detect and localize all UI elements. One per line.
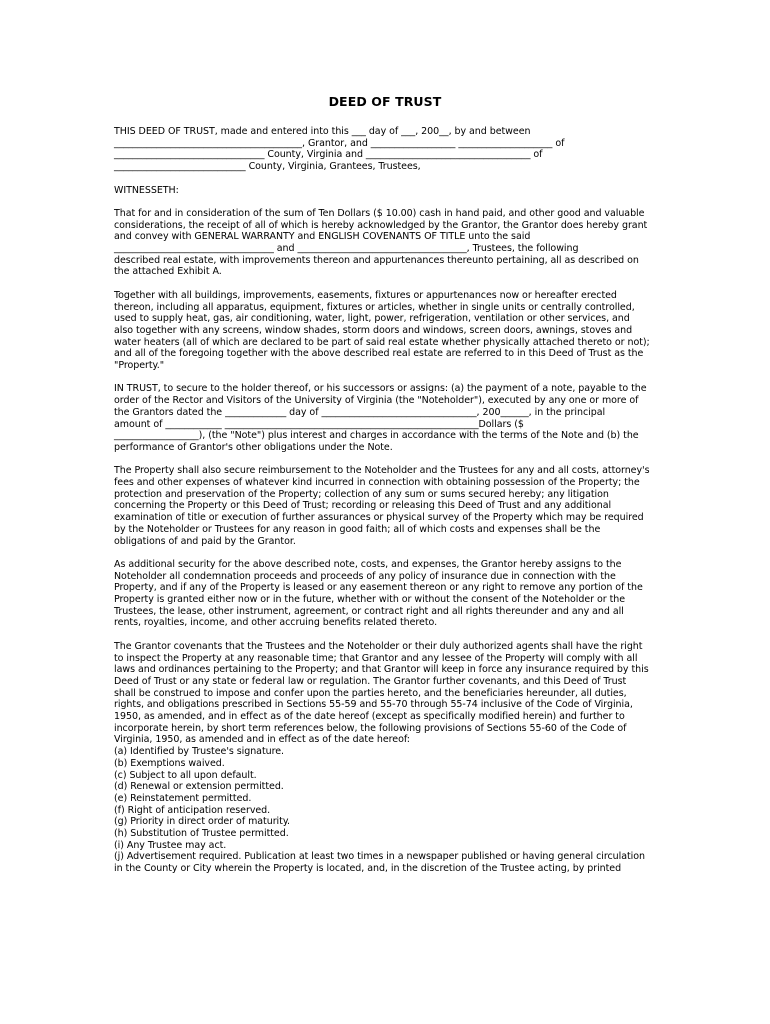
text-line: rents, royalties, income, and other accruing benefits related thereto. bbox=[114, 617, 438, 629]
paragraph-in-trust bbox=[114, 383, 662, 453]
text-line: laws and ordinances pertaining to the Property; and that Grantor will keep in force any insurance required by this bbox=[114, 664, 649, 676]
text-line: protection and preservation of the Property; collection of any sum or sums secured hereby; any litigation bbox=[114, 488, 609, 500]
text-line: thereon, including all apparatus, equipment, fixtures or articles, whether in single units or centrally controlled, bbox=[114, 301, 635, 313]
paragraph-parties bbox=[114, 126, 662, 173]
text-line: __________________________________ and ____________________________________, Trustees, the following bbox=[114, 243, 579, 254]
paragraph-covenants bbox=[114, 641, 662, 875]
document-body bbox=[114, 126, 662, 875]
text-line: The Grantor covenants that the Trustees and the Noteholder or their duly authorized agents shall have the right bbox=[114, 640, 643, 652]
paragraph-witnesseth bbox=[114, 185, 662, 197]
text-line: and convey with GENERAL WARRANTY and ENGLISH COVENANTS OF TITLE unto the said bbox=[114, 231, 531, 243]
text-line: incorporate herein, by short term references below, the following provisions of Sections 55-60 of the Code of bbox=[114, 722, 627, 734]
text-line: shall be construed to impose and confer upon the parties hereto, and the beneficiaries hereunder, all duties, bbox=[114, 687, 627, 699]
text-line: Noteholder all condemnation proceeds and proceeds of any policy of insurance due in connection with the bbox=[114, 570, 616, 582]
list-item: (b) Exemptions waived. bbox=[114, 757, 225, 769]
list-item: (a) Identified by Trustee's signature. bbox=[114, 746, 285, 758]
list-item: (f) Right of anticipation reserved. bbox=[114, 804, 271, 816]
text-line: concerning the Property or this Deed of Trust; recording or releasing this Deed of Trust and any additional bbox=[114, 500, 612, 512]
text-line: the attached Exhibit A. bbox=[114, 266, 222, 278]
text-line: the Grantors dated the _____________ day of _________________________________, 200______, in the principal bbox=[114, 406, 606, 418]
text-line: WITNESSETH: bbox=[114, 184, 179, 196]
text-line: Property is granted either now or in the future, whether with or without the consent of the Noteholder or the bbox=[114, 594, 626, 606]
paragraph-improvements bbox=[114, 290, 662, 372]
text-line: and all of the foregoing together with the above described real estate are referred to in this Deed of Trust as the bbox=[114, 348, 644, 360]
text-line: to inspect the Property at any reasonable time; that Grantor and any lessee of the Property will comply with all bbox=[114, 652, 638, 664]
text-line: used to supply heat, gas, air conditioning, water, light, power, refrigeration, ventilation or other services, and bbox=[114, 313, 630, 325]
text-line: Virginia, 1950, as amended and in effect as of the date hereof: bbox=[114, 734, 410, 746]
paragraph-additional-security bbox=[114, 559, 662, 629]
paragraph-reimbursement bbox=[114, 465, 662, 547]
text-line: ________________________________________, Grantor, and __________________ ____________________ of bbox=[114, 137, 565, 149]
text-line: That for and in consideration of the sum of Ten Dollars ($ 10.00) cash in hand paid, and other good and valuable bbox=[114, 207, 645, 219]
text-line: order of the Rector and Visitors of the University of Virginia (the "Noteholder"), executed by any one or more of bbox=[114, 395, 639, 407]
list-item: (j) Advertisement required. Publication at least two times in a newspaper published or having general circulation bbox=[114, 851, 645, 863]
paragraph-consideration bbox=[114, 208, 662, 278]
text-line: As additional security for the above described note, costs, and expenses, the Grantor hereby assigns to the bbox=[114, 558, 622, 570]
list-item: (i) Any Trustee may act. bbox=[114, 839, 227, 851]
text-line: water heaters (all of which are declared to be part of said real estate whether physically attached thereto or not); bbox=[114, 336, 650, 348]
text-line: fees and other expenses of whatever kind incurred in connection with obtaining possession of the Property; the bbox=[114, 477, 640, 489]
text-line: also together with any screens, window shades, storm doors and windows, screen doors, awnings, stoves and bbox=[114, 324, 633, 336]
text-line: examination of title or execution of further assurances or physical survey of the Property which may be required bbox=[114, 512, 644, 524]
text-line: THIS DEED OF TRUST, made and entered into this ___ day of ___, 200__, by and between bbox=[114, 126, 531, 137]
text-line: considerations, the receipt of all of which is hereby acknowledged by the Grantor, the Grantor does hereby grant bbox=[114, 219, 648, 231]
text-line: Deed of Trust or any state or federal law or regulation. The Grantor further covenants, and this Deed of Trust bbox=[114, 675, 627, 687]
list-item: (e) Reinstatement permitted. bbox=[114, 792, 252, 804]
text-line: Together with all buildings, improvements, easements, fixtures or appurtenances now or hereafter erected bbox=[114, 289, 617, 301]
text-line: "Property." bbox=[114, 360, 165, 372]
text-line: Trustees, the lease, other instrument, agreement, or contract right and all rights thereunder and any and all bbox=[114, 605, 624, 617]
text-line: by the Noteholder or Trustees for any reason in good faith; all of which costs and expenses shall be the bbox=[114, 523, 601, 535]
text-line: in the County or City wherein the Property is located, and, in the discretion of the Trustee acting, by printed bbox=[114, 863, 622, 875]
text-line: ________________________________ County, Virginia and ___________________________________ of bbox=[114, 149, 543, 161]
text-line: amount of ____________ ______________________________________________________Dollars ($ bbox=[114, 418, 524, 430]
text-line: IN TRUST, to secure to the holder thereof, or his successors or assigns: (a) the payment of a note, payable to the bbox=[114, 383, 647, 395]
text-line: The Property shall also secure reimbursement to the Noteholder and the Trustees for any and all costs, attorney's bbox=[114, 465, 650, 477]
text-line: obligations of and paid by the Grantor. bbox=[114, 535, 296, 547]
list-item: (g) Priority in direct order of maturity. bbox=[114, 816, 291, 828]
document-title: DEED OF TRUST bbox=[328, 94, 442, 109]
list-item: (h) Substitution of Trustee permitted. bbox=[114, 828, 289, 840]
text-line: __________________), (the "Note") plus interest and charges in accordance with the terms of the Note and (b) the bbox=[114, 430, 639, 442]
text-line: performance of Grantor's other obligations under the Note. bbox=[114, 441, 393, 453]
text-line: 1950, as amended, and in effect as of the date hereof (except as specifically modified herein) and further to bbox=[114, 711, 625, 723]
list-item: (c) Subject to all upon default. bbox=[114, 769, 257, 781]
list-item: (d) Renewal or extension permitted. bbox=[114, 781, 284, 793]
text-line: Property, and if any of the Property is leased or any easement thereon or any right to remove any portion of the bbox=[114, 582, 643, 594]
text-line: described real estate, with improvements thereon and appurtenances thereunto pertaining, all as described on bbox=[114, 254, 639, 266]
text-line: rights, and obligations prescribed in Sections 55-59 and 55-70 through 55-74 inclusive of the Code of Virginia, bbox=[114, 699, 633, 711]
text-line: ____________________________ County, Virginia, Grantees, Trustees, bbox=[114, 161, 421, 173]
